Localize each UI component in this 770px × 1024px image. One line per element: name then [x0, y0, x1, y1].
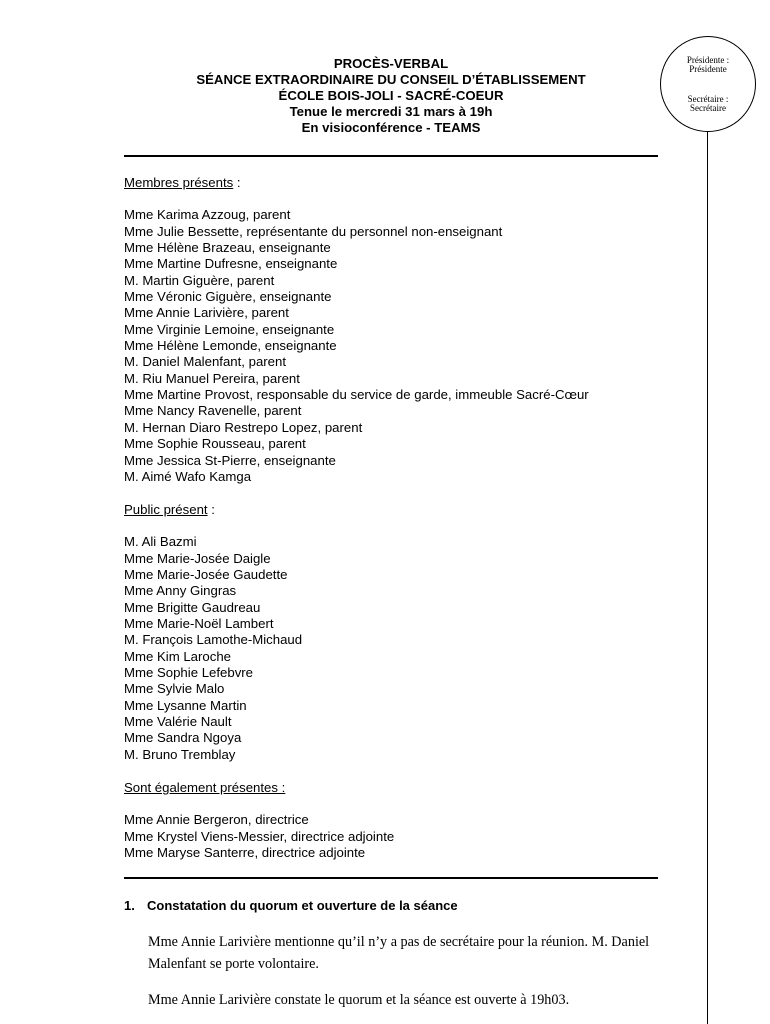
- meeting-location: En visioconférence - TEAMS: [301, 120, 481, 135]
- list-item: Mme Annie Bergeron, directrice: [124, 812, 309, 828]
- list-item: Mme Sandra Ngoya: [124, 730, 242, 746]
- list-item: Mme Hélène Brazeau, enseignante: [124, 240, 331, 256]
- list-item: M. Aimé Wafo Kamga: [124, 468, 252, 484]
- president-value: Présidente: [689, 64, 727, 74]
- agenda-item-heading: [124, 898, 458, 913]
- list-item: M. François Lamothe-Michaud: [124, 632, 303, 648]
- margin-line: [707, 131, 708, 1024]
- list-item: Mme Martine Provost, responsable du service de garde, immeuble Sacré-Cœur: [124, 387, 589, 403]
- header-divider: [124, 155, 658, 157]
- public-heading-suffix: :: [207, 502, 215, 517]
- list-item: Mme Annie Larivière, parent: [124, 305, 289, 321]
- members-section: [124, 175, 589, 485]
- public-heading-line: [124, 502, 302, 518]
- secretary-label: Secrétaire :: [687, 94, 729, 104]
- list-item: Mme Véronic Giguère, enseignante: [124, 289, 332, 305]
- list-item: Mme Brigitte Gaudreau: [124, 599, 261, 615]
- list-item: Mme Martine Dufresne, enseignante: [124, 256, 338, 272]
- also-present-list: [124, 812, 394, 861]
- list-item: Mme Valérie Nault: [124, 714, 232, 730]
- list-item: Mme Jessica St-Pierre, enseignante: [124, 452, 336, 468]
- members-heading-line: [124, 175, 589, 191]
- list-item: Mme Kim Laroche: [124, 648, 232, 664]
- list-item: Mme Sophie Lefebvre: [124, 665, 254, 681]
- public-list: [124, 534, 302, 763]
- list-item: Mme Nancy Ravenelle, parent: [124, 403, 302, 419]
- list-item: Mme Lysanne Martin: [124, 697, 247, 713]
- public-section: [124, 502, 302, 763]
- document-title: PROCÈS-VERBAL: [333, 56, 449, 71]
- list-item: M. Martin Giguère, parent: [124, 272, 275, 288]
- list-item: Mme Virginie Lemoine, enseignante: [124, 321, 335, 337]
- list-item: Mme Krystel Viens-Messier, directrice adjointe: [124, 828, 395, 844]
- session-title: SÉANCE EXTRAORDINAIRE DU CONSEIL D’ÉTABLISSEMENT: [196, 72, 586, 87]
- public-heading: Public présent: [124, 502, 208, 517]
- meeting-date: Tenue le mercredi 31 mars à 19h: [289, 104, 493, 119]
- list-item: M. Ali Bazmi: [124, 534, 197, 550]
- list-item: M. Hernan Diaro Restrepo Lopez, parent: [124, 419, 363, 435]
- list-item: M. Daniel Malenfant, parent: [124, 354, 286, 370]
- list-item: Mme Maryse Santerre, directrice adjointe: [124, 845, 366, 861]
- list-item: Mme Hélène Lemonde, enseignante: [124, 338, 337, 354]
- school-name: ÉCOLE BOIS-JOLI - SACRÉ-COEUR: [278, 88, 504, 103]
- list-item: Mme Karima Azzoug, parent: [124, 207, 291, 223]
- secretary-value: Secrétaire: [690, 103, 726, 113]
- list-item: M. Riu Manuel Pereira, parent: [124, 370, 300, 386]
- list-item: Mme Marie-Noël Lambert: [124, 616, 274, 632]
- list-item: Mme Marie-Josée Gaudette: [124, 567, 288, 583]
- members-list: [124, 207, 589, 485]
- president-label: Présidente :: [686, 55, 730, 65]
- agenda-paragraph: Mme Annie Larivière constate le quorum et la séance est ouverte à 19h03.: [148, 992, 570, 1008]
- document-header: [124, 56, 658, 136]
- also-present-section: [124, 780, 394, 861]
- list-item: Mme Julie Bessette, représentante du personnel non-enseignant: [124, 223, 503, 239]
- list-item: Mme Sophie Rousseau, parent: [124, 436, 306, 452]
- members-heading: Membres présents: [124, 175, 234, 190]
- members-heading-suffix: :: [233, 175, 241, 190]
- list-item: M. Bruno Tremblay: [124, 746, 236, 762]
- agenda-item-title: Constatation du quorum et ouverture de la séance: [147, 898, 458, 913]
- section-divider: [124, 877, 658, 879]
- agenda-paragraph: Mme Annie Larivière mentionne qu’il n’y a pas de secrétaire pour la réunion. M. Daniel Malenfant se porte volontaire.: [148, 934, 650, 972]
- list-item: Mme Anny Gingras: [124, 583, 237, 599]
- agenda-item-number: 1.: [124, 898, 135, 913]
- also-present-heading: Sont également présentes :: [124, 780, 286, 795]
- list-item: Mme Marie-Josée Daigle: [124, 550, 271, 566]
- list-item: Mme Sylvie Malo: [124, 681, 225, 697]
- signature-stamp: [660, 36, 756, 132]
